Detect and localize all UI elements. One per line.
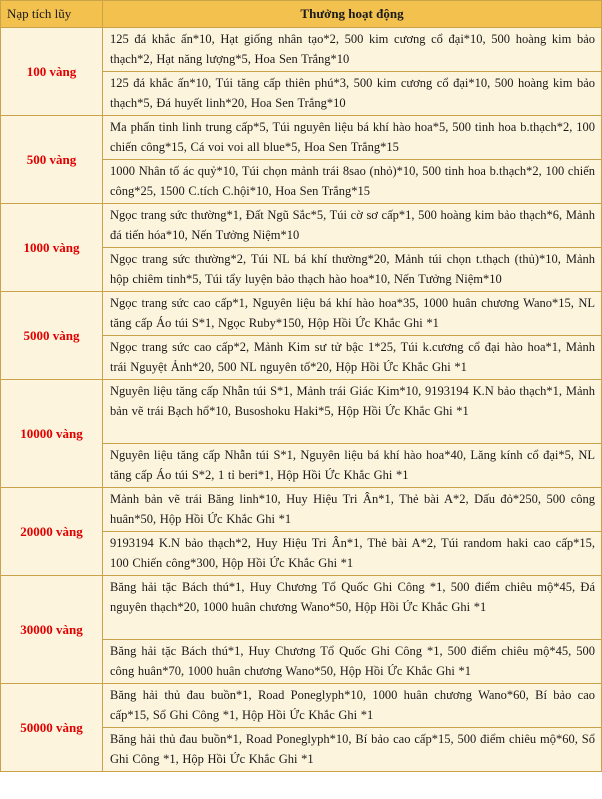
tier-label: 5000 vàng xyxy=(1,292,103,380)
table-body xyxy=(1,28,602,772)
table-row xyxy=(1,488,602,532)
reward-option: Ngọc trang sức cao cấp*1, Nguyên liệu bá khí hào hoa*35, 1000 huân chương Wano*15, NL tăng cấp Áo túi S*1, Ngọc Ruby*150, Hộp Hồi Ức Khắc Ghi *1 xyxy=(103,292,602,336)
reward-option: Băng hải thủ đau buồn*1, Road Poneglyph*10, 1000 huân chương Wano*60, Bí bảo cao cấp*15, Sổ Ghi Công *1, Hộp Hồi Ức Khắc Ghi *1 xyxy=(103,684,602,728)
reward-option: Mảnh bản vẽ trái Băng linh*10, Huy Hiệu Tri Ân*1, Thẻ bài A*2, Dấu đỏ*250, 500 công huân*50, Hộp Hồi Ức Khắc Ghi *1 xyxy=(103,488,602,532)
table-header xyxy=(1,1,602,28)
tier-label: 20000 vàng xyxy=(1,488,103,576)
tier-label: 500 vàng xyxy=(1,116,103,204)
tier-label: 10000 vàng xyxy=(1,380,103,488)
table-row xyxy=(1,380,602,444)
reward-option: Nguyên liệu tăng cấp Nhẫn túi S*1, Mảnh trái Giác Kim*10, 9193194 K.N bảo thạch*1, Mảnh bản vẽ trái Bạch hổ*10, Busoshoku Haki*5, Hộp Hồi Ức Khắc Ghi *1 xyxy=(103,380,602,444)
tier-label: 30000 vàng xyxy=(1,576,103,684)
table-row xyxy=(1,576,602,640)
reward-option: Ma phấn tinh linh trung cấp*5, Túi nguyên liệu bá khí hào hoa*5, 500 tinh hoa b.thạch*2, 100 chiến công*15, Cá voi voi all blue*5, Hoa Sen Trắng*15 xyxy=(103,116,602,160)
reward-option: Ngọc trang sức thường*1, Đất Ngũ Sắc*5, Túi cờ sơ cấp*1, 500 hoàng kim bảo thạch*6, Mảnh đá tiến hóa*10, Nến Tưởng Niệm*10 xyxy=(103,204,602,248)
reward-option: 9193194 K.N bảo thạch*2, Huy Hiệu Tri Ân*1, Thẻ bài A*2, Túi random haki cao cấp*15, 100 Chiến công*300, Hộp Hồi Ức Khắc Ghi *1 xyxy=(103,532,602,576)
table-row xyxy=(1,28,602,72)
table-row xyxy=(1,684,602,728)
tier-label: 100 vàng xyxy=(1,28,103,116)
reward-option: Băng hải tặc Bách thú*1, Huy Chương Tổ Quốc Ghi Công *1, 500 điểm chiêu mộ*45, Đá nguyên thạch*20, 1000 huân chương Wano*50, Hộp Hồi Ức Khắc Ghi *1 xyxy=(103,576,602,640)
table-row xyxy=(1,116,602,160)
reward-option: Băng hải thủ đau buồn*1, Road Poneglyph*10, Bí bảo cao cấp*15, 500 điểm chiêu mộ*60, Sổ Ghi Công *1, Hộp Hồi Ức Khắc Ghi *1 xyxy=(103,728,602,772)
reward-option: Nguyên liệu tăng cấp Nhẫn túi S*1, Nguyên liệu bá khí hào hoa*40, Lăng kính cổ đại*5, NL tăng cấp Áo túi S*2, 1 tỉ beri*1, Hộp Hồi Ức Khắc Ghi *1 xyxy=(103,444,602,488)
table-row xyxy=(1,204,602,248)
tier-label: 1000 vàng xyxy=(1,204,103,292)
header-activity-reward: Thưởng hoạt động xyxy=(103,1,602,28)
reward-option: 125 đá khắc ấn*10, Túi tăng cấp thiên phú*3, 500 kim cương cổ đại*10, 500 hoàng kim bảo thạch*5, Đá huyết linh*20, Hoa Sen Trắng*10 xyxy=(103,72,602,116)
reward-option: 125 đá khắc ấn*10, Hạt giống nhân tạo*2, 500 kim cương cổ đại*10, 500 hoàng kim bảo thạch*2, Hạt năng lượng*5, Hoa Sen Trắng*10 xyxy=(103,28,602,72)
reward-option: Ngọc trang sức thường*2, Túi NL bá khí thường*20, Mảnh túi chọn t.thạch (thủ)*10, Mảnh hộp chiêm tinh*5, Túi tẩy luyện bảo thạch hào hoa*10, Nến Tưởng Niệm*10 xyxy=(103,248,602,292)
reward-option: Băng hải tặc Bách thú*1, Huy Chương Tổ Quốc Ghi Công *1, 500 điểm chiêu mộ*45, 500 công huân*70, 1000 huân chương Wano*50, Hộp Hồi Ức Khắc Ghi *1 xyxy=(103,640,602,684)
reward-option: Ngọc trang sức cao cấp*2, Mảnh Kim sư tử bậc 1*25, Túi k.cương cổ đại hào hoa*1, Mảnh trái Nguyệt Ảnh*20, 500 NL nguyên tố*20, Hộp Hồi Ức Khắc Ghi *1 xyxy=(103,336,602,380)
table-row xyxy=(1,292,602,336)
tier-label: 50000 vàng xyxy=(1,684,103,772)
reward-option: 1000 Nhân tố ác quỷ*10, Túi chọn mảnh trái 8sao (nhỏ)*10, 500 tinh hoa b.thạch*2, 100 chiến công*25, 1500 C.tích C.hội*10, Hoa Sen Trắng*15 xyxy=(103,160,602,204)
header-row xyxy=(1,1,602,28)
header-cumulative-topup: Nạp tích lũy xyxy=(1,1,103,28)
